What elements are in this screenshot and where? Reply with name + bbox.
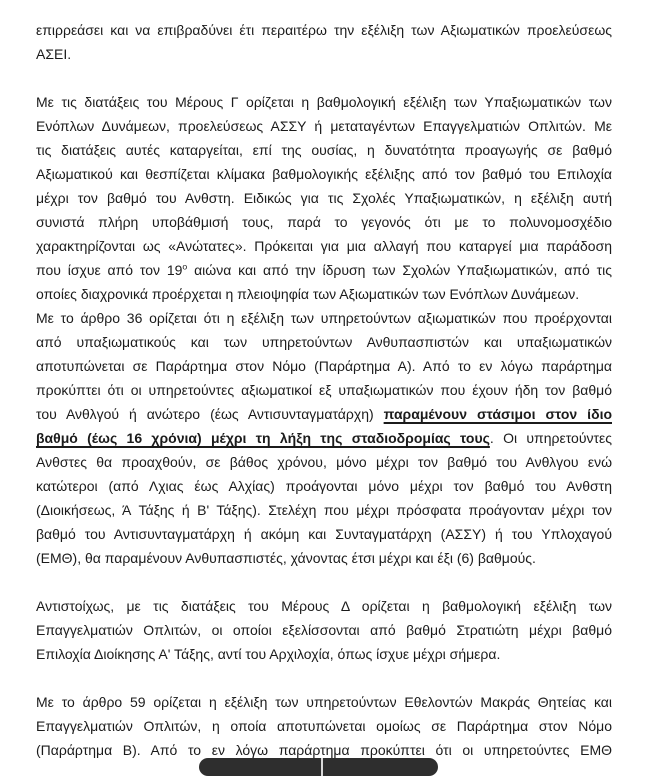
text-line xyxy=(36,258,612,282)
text-segment: (Διοικήσεως, Ά Τάξης ή Β' Τάξης). Στελέχη που μέχρι πρόσφατα προάγονταν μέχρι τον xyxy=(36,502,612,518)
text-line xyxy=(36,210,612,234)
text-segment: (ΕΜΘ), θα παραμένουν Ανθυπασπιστές, χάνοντας έτσι μέχρι και έξι (6) βαθμούς. xyxy=(36,550,536,566)
text-line xyxy=(36,18,612,42)
text-line xyxy=(36,306,612,330)
text-segment: (Παράρτημα Β). Από το εν λόγω παράρτημα προκύπτει ότι οι υπηρετούντες ΕΜΘ xyxy=(36,742,612,758)
text-segment: οποίες διαχρονικά προέρχεται η πλειοψηφία των Αξιωματικών των Ενόπλων Δυνάμεων. xyxy=(36,286,580,302)
text-line xyxy=(36,474,612,498)
text-line xyxy=(36,138,612,162)
text-line xyxy=(36,378,612,402)
text-segment: Επαγγελματιών Οπλιτών, η οποία αποτυπώνεται ομοίως σε Παράρτημα στον Νόμο xyxy=(36,718,612,734)
text-line xyxy=(36,90,612,114)
text-segment: τις διατάξεις αυτές καταργείται, επί της ουσίας, η δυνατότητα προαγωγής σε βαθμό xyxy=(36,142,612,158)
text-line xyxy=(36,546,612,570)
text-segment: Με τις διατάξεις του Μέρους Γ ορίζεται η βαθμολογική εξέλιξη των Υπαξιωματικών των xyxy=(36,94,612,110)
text-segment: Με το άρθρο 36 ορίζεται ότι η εξέλιξη των υπηρετούντων αξιωματικών που προέρχονται xyxy=(36,310,612,326)
text-line xyxy=(36,186,612,210)
emphasized-text: παραμένουν στάσιμοι στον ίδιο xyxy=(383,406,612,422)
text-segment: χαρακτηρίζονται ως «Ανώτατες». Πρόκειται για μια αλλαγή που καταργεί μια παράδοση xyxy=(36,238,612,254)
text-segment: Επαγγελματιών Οπλιτών, οι οποίοι εξελίσσονται από βαθμό Στρατιώτη μέχρι βαθμό xyxy=(36,622,612,638)
text-segment: συνιστά πλήρη υποβάθμισή τους, παρά το γεγονός ότι με το πολυνομοσχέδιο xyxy=(36,214,612,230)
text-line xyxy=(36,162,612,186)
text-line xyxy=(36,354,612,378)
text-segment: από υπαξιωματικούς και των υπηρετούντων Ανθυπασπιστών και υπαξιωματικών xyxy=(36,334,612,350)
text-segment: ΑΣΕΙ. xyxy=(36,46,72,62)
text-segment: Ανθστες θα προαχθούν, σε βάθος χρόνου, μόνο μέχρι τον βαθμό του Ανθλγου ενώ xyxy=(36,454,612,470)
text-segment: προκύπτει ότι οι υπηρετούντες αξιωματικοί εξ υπαξιωματικών που έχουν ήδη τον βαθμό xyxy=(36,382,612,398)
bottom-floating-toolbar[interactable] xyxy=(199,758,438,776)
text-line xyxy=(36,234,612,258)
text-line xyxy=(36,594,612,618)
paragraph xyxy=(36,594,612,666)
toolbar-divider xyxy=(321,758,323,776)
paragraph xyxy=(36,90,612,306)
text-segment: που ίσχυε από τον 19 xyxy=(36,262,183,278)
text-segment: . Οι υπηρετούντες xyxy=(489,430,612,446)
text-line xyxy=(36,498,612,522)
text-line xyxy=(36,402,612,426)
text-segment: Αξιωματικού και θεσπίζεται κλίμακα βαθμολογικής εξέλιξης από τον βαθμό του Επιλοχία xyxy=(36,166,612,182)
text-segment: αποτυπώνεται σε Παράρτημα στον Νόμο (Παράρτημα Α). Από το εν λόγω παράρτημα xyxy=(36,358,612,374)
text-segment: κατώτεροι (από Λχιας έως Αλχίας) προάγονται μόνο μέχρι τον βαθμό του Ανθστη xyxy=(36,478,612,494)
text-line xyxy=(36,282,612,306)
text-line xyxy=(36,690,612,714)
text-line xyxy=(36,114,612,138)
text-segment: Αντιστοίχως, με τις διατάξεις του Μέρους Δ ορίζεται η βαθμολογική εξέλιξη των xyxy=(36,598,612,614)
text-line xyxy=(36,426,612,450)
text-segment: αιώνα και από την ίδρυση των Σχολών Υπαξιωματικών, από τις xyxy=(187,262,612,278)
text-segment: Με το άρθρο 59 ορίζεται η εξέλιξη των υπηρετούντων Εθελοντών Μακράς Θητείας και xyxy=(36,694,612,710)
paragraph xyxy=(36,306,612,570)
text-segment: Επιλοχία Διοίκησης Α' Τάξης, αντί του Αρχιλοχία, όπως ίσχυε μέχρι σήμερα. xyxy=(36,646,501,662)
text-segment: μέχρι τον βαθμό του Ανθστη. Ειδικώς για τις Σχολές Υπαξιωματικών, η εξέλιξη αυτή xyxy=(36,190,612,206)
emphasized-text: βαθμό (έως 16 χρόνια) μέχρι τη λήξη της σταδιοδρομίας τους xyxy=(36,430,490,446)
text-segment: Ενόπλων Δυνάμεων, προελεύσεως ΑΣΣΥ ή μεταταγέντων Επαγγελματιών Οπλιτών. Με xyxy=(36,118,612,134)
text-segment: βαθμό του Αντισυνταγματάρχη ή ακόμη και Συνταγματάρχη (ΑΣΣΥ) ή του Υπλοχαγού xyxy=(36,526,612,542)
text-line xyxy=(36,618,612,642)
text-segment: επιρρεάσει και να επιβραδύνει έτι περαιτέρω την εξέλιξη των Αξιωματικών προελεύσεως xyxy=(36,22,612,38)
paragraph xyxy=(36,690,612,762)
text-line xyxy=(36,714,612,738)
paragraph xyxy=(36,18,612,66)
text-line xyxy=(36,450,612,474)
text-line xyxy=(36,330,612,354)
text-line xyxy=(36,522,612,546)
superscript-ordinal: ο xyxy=(182,261,188,272)
text-line xyxy=(36,42,612,66)
text-segment: του Ανθλγού ή ανώτερο (έως Αντισυνταγματάρχη) xyxy=(36,406,384,422)
text-line xyxy=(36,642,612,666)
